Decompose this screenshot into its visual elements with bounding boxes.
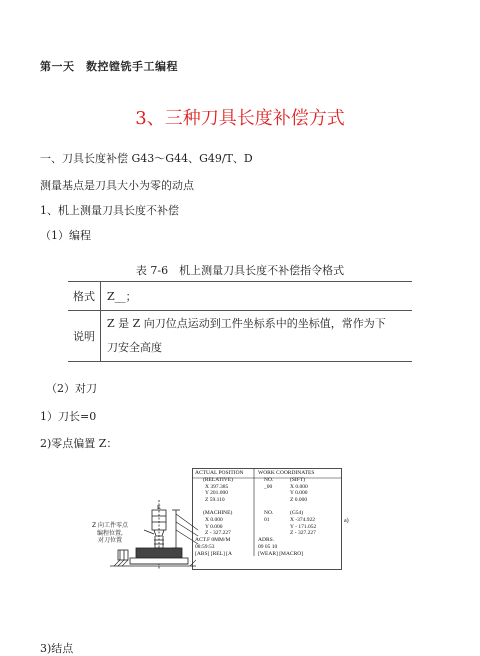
cut-off-paragraph: 3)结点 [40,642,74,655]
paragraph-tool-length-compensation: 一、刀具长度补偿 G43～G44、G49/T、D [40,152,253,165]
actual-position-title: ACTUAL POSITION [195,470,244,476]
table-row [68,282,412,311]
work-coordinates-panel: WORK COORDINATES NO. (SIFT) _00 X 0.000 Y 0.000 Z 0.000 NO. (G54) 01 X -374.922 Y - 171.052 Z - 327.227 ADRS. 09 05 10 [WEAR] [MACRO] [258,470,342,558]
work-coordinates-title: WORK COORDINATES [258,470,315,476]
section-title: 3、三种刀具长度补偿方式 [135,108,345,129]
table-row [68,311,412,362]
table-caption: 表 7-6 机上测量刀具长度不补偿指令格式 [135,264,345,277]
softkeys-left: [ABS] [REL] [A [195,550,232,557]
step-tool-setting: （2）对刀 [46,382,97,395]
figure-sub-label: a) [344,518,349,524]
step-zero-offset: 2)零点偏置 Z： [40,437,118,450]
paragraph-programming: （1）编程 [40,229,91,242]
description-line-1: Z 是 Z 向刀位点运动到工件坐标系中的坐标值，常作为下 [107,317,386,330]
document-header: 第一天 数控镗铣手工编程 [40,60,178,73]
table-key-format: 格式 [68,282,101,311]
step-tool-length-zero: 1）刀长=0 [40,410,97,423]
figure-left-label: Z 向工件零点 编程位置, 对刀位置 [91,522,129,544]
paragraph-measurement-basis: 测量基点是刀具大小为零的动点 [40,179,194,192]
paragraph-machine-measurement: 1、机上测量刀具长度不补偿 [40,204,179,217]
actual-position-panel: ACTUAL POSITION (RELATIVE) X 397.385 Y 201.000 Z 59.110 (MACHINE) X 0.000 Y 0.000 Z - 327.227 ACT.F 0MM/M 08:59:53 [ABS] [REL] [A [195,470,255,558]
description-line-2: 刀安全高度 [107,341,162,354]
table-value-description [101,311,413,362]
softkeys-right: [WEAR] [MACRO] [258,550,304,557]
format-table [68,281,412,362]
tool-letter: E [157,505,161,511]
table-value-format: Z__； [101,282,413,311]
table-key-description: 说明 [68,311,101,362]
